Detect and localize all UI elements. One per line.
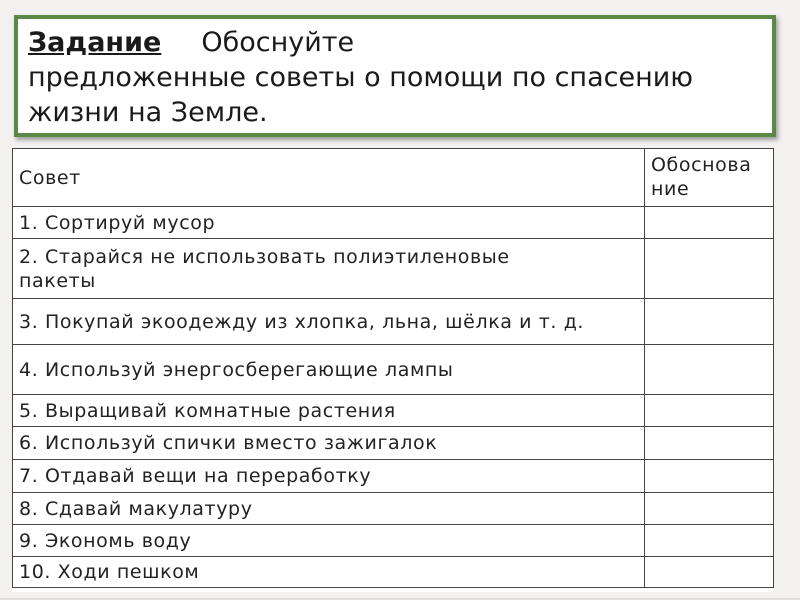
advice-cell: 5. Выращивай комнатные растения [13, 395, 645, 427]
justification-cell[interactable] [645, 427, 774, 460]
justification-cell[interactable] [645, 557, 774, 588]
table-row [13, 395, 774, 427]
justification-cell[interactable] [645, 493, 774, 525]
table-row [13, 239, 774, 299]
advice-table [12, 148, 774, 588]
table-row [13, 493, 774, 525]
advice-cell: 4. Используй энергосберегающие лампы [13, 345, 645, 395]
task-box [14, 15, 776, 137]
table-row [13, 460, 774, 493]
task-label: Задание [28, 27, 162, 58]
table-header-row [13, 149, 774, 207]
justification-cell[interactable] [645, 395, 774, 427]
table-row [13, 207, 774, 239]
header-justification-line1: Обоснова [651, 154, 752, 176]
justification-cell[interactable] [645, 207, 774, 239]
advice-cell [13, 239, 645, 299]
justification-cell[interactable] [645, 345, 774, 395]
advice-cell: 1. Сортируй мусор [13, 207, 645, 239]
header-justification [645, 149, 774, 207]
advice-cell-line1: 2. Старайся не использовать полиэтиленовые [19, 245, 510, 268]
table-row [13, 299, 774, 345]
advice-cell: 8. Сдавай макулатуру [13, 493, 645, 525]
advice-cell: 6. Используй спички вместо зажигалок [13, 427, 645, 460]
header-justification-line2: ние [651, 178, 690, 200]
table-row [13, 557, 774, 588]
task-text-rest: предложенные советы о помощи по спасению жизни на Земле. [28, 62, 694, 128]
justification-cell[interactable] [645, 525, 774, 557]
header-advice: Совет [13, 149, 645, 207]
justification-cell[interactable] [645, 239, 774, 299]
justification-cell[interactable] [645, 460, 774, 493]
advice-cell: 9. Экономь воду [13, 525, 645, 557]
advice-cell-line2: пакеты [19, 269, 96, 292]
advice-cell: 10. Ходи пешком [13, 557, 645, 588]
table-row [13, 345, 774, 395]
task-text-first: Обоснуйте [201, 27, 355, 58]
table-row [13, 427, 774, 460]
advice-table-area [12, 148, 773, 592]
table-row [13, 525, 774, 557]
justification-cell[interactable] [645, 299, 774, 345]
advice-cell: 3. Покупай экоодежду из хлопка, льна, шёлка и т. д. [13, 299, 645, 345]
advice-cell: 7. Отдавай вещи на переработку [13, 460, 645, 493]
